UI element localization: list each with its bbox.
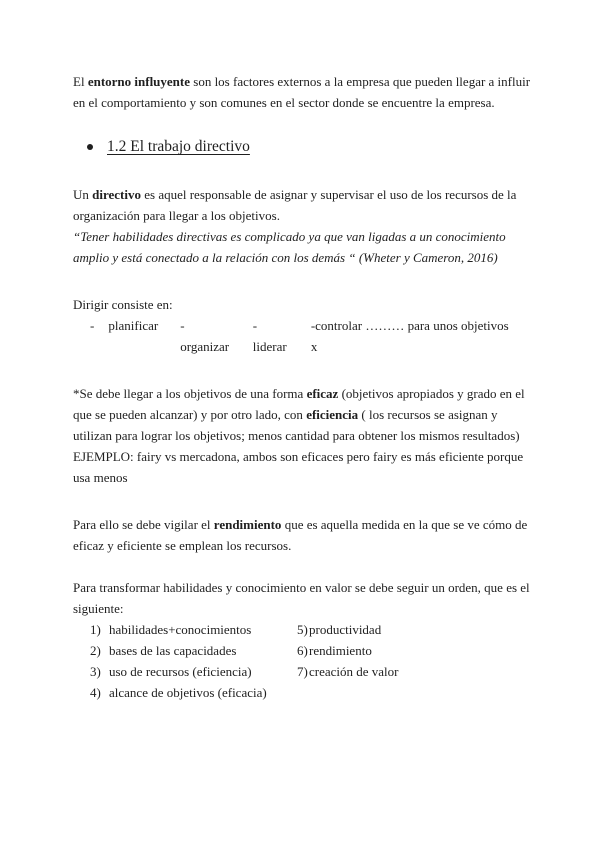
text-run: (objetivos apropiados y grado en el que se pueden alcanzar) y por otro lado, con bbox=[73, 386, 525, 422]
text-run: Para ello se debe vigilar el bbox=[73, 517, 214, 532]
list-item bbox=[90, 619, 297, 640]
paragraph-rendimiento bbox=[73, 514, 533, 556]
list-item bbox=[90, 640, 297, 661]
paragraph-eficaz-eficiencia bbox=[73, 383, 533, 446]
list-item bbox=[297, 661, 533, 682]
list-text: habilidades+conocimientos bbox=[109, 622, 252, 637]
text-run: ( los recursos se asignan y utilizan para lograr los objetivos; menos cantidad para obtener los mismos resultados) bbox=[73, 407, 520, 443]
quote-paragraph: “Tener habilidades directivas es complicado ya que van ligadas a un conocimiento amplio y está conectado a la relación con los demás “ (Wheter y Cameron, 2016) bbox=[73, 229, 506, 265]
list-text: creación de valor bbox=[309, 664, 399, 679]
list-item bbox=[297, 640, 533, 661]
list-text: bases de las capacidades bbox=[109, 643, 237, 658]
task-item: planificar bbox=[108, 318, 159, 333]
heading-text: 1.2 El trabajo directivo bbox=[107, 138, 250, 155]
list-number: 3) bbox=[90, 664, 101, 679]
task-item: -organizar bbox=[180, 318, 230, 354]
bold-term-entorno: entorno influyente bbox=[87, 74, 191, 89]
text-run: El bbox=[73, 74, 88, 89]
dirigir-intro: Dirigir consiste en: bbox=[73, 297, 173, 312]
list-item bbox=[90, 661, 297, 682]
list-item bbox=[90, 682, 297, 703]
task-item: -liderar bbox=[252, 318, 287, 354]
dash-marker: - bbox=[90, 318, 95, 333]
order-steps-list bbox=[90, 619, 533, 703]
text-run: son los factores externos a la empresa que pueden llegar a influir en el comportamiento y son comunes en el sector donde se encuentre la empresa. bbox=[73, 74, 531, 110]
list-text: alcance de objetivos (eficacia) bbox=[109, 685, 267, 700]
paragraph-entorno bbox=[73, 71, 533, 113]
text-run: que es aquella medida en la que se ve cómo de eficaz y eficiente se emplean los recursos. bbox=[73, 517, 528, 553]
list-number: 4) bbox=[90, 685, 101, 700]
example-paragraph: EJEMPLO: fairy vs mercadona, ambos son eficaces pero fairy es más eficiente porque usa menos bbox=[73, 449, 524, 485]
task-item: -controlar ……… para unos objetivos x bbox=[310, 318, 509, 354]
order-intro: Para transformar habilidades y conocimiento en valor se debe seguir un orden, que es el siguiente: bbox=[73, 580, 530, 616]
list-number: 6) bbox=[297, 643, 308, 658]
bold-term-eficiencia: eficiencia bbox=[306, 407, 359, 422]
bullet-icon bbox=[87, 144, 93, 150]
list-text: productividad bbox=[309, 622, 382, 637]
bold-term-directivo: directivo bbox=[92, 187, 141, 202]
text-run: *Se debe llegar a los objetivos de una forma bbox=[73, 386, 307, 401]
list-number: 2) bbox=[90, 643, 101, 658]
text-run: Un bbox=[73, 187, 93, 202]
bold-term-rendimiento: rendimiento bbox=[213, 517, 282, 532]
section-heading bbox=[87, 136, 533, 158]
bold-term-eficaz: eficaz bbox=[306, 386, 339, 401]
text-run: es aquel responsable de asignar y supervisar el uso de los recursos de la organización para llegar a los objetivos. bbox=[73, 187, 517, 223]
list-number: 1) bbox=[90, 622, 101, 637]
list-number: 7) bbox=[297, 664, 308, 679]
list-item bbox=[297, 619, 533, 640]
paragraph-directivo bbox=[73, 184, 533, 226]
list-number: 5) bbox=[297, 622, 308, 637]
list-text: rendimiento bbox=[309, 643, 372, 658]
list-text: uso de recursos (eficiencia) bbox=[109, 664, 252, 679]
document-page bbox=[73, 71, 533, 703]
dirigir-task-list bbox=[90, 315, 533, 357]
